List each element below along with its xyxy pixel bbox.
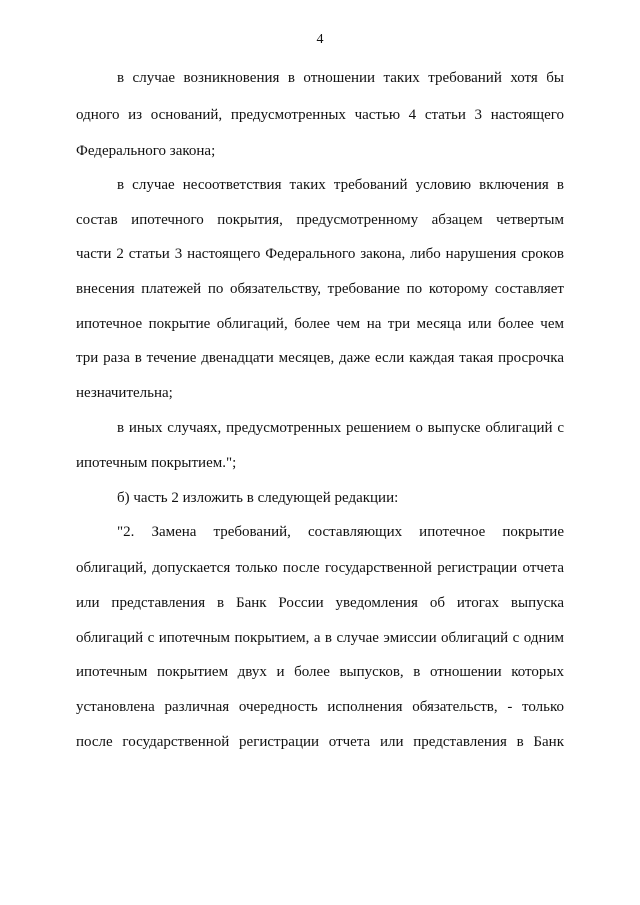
text-line: незначительна; [76,385,173,401]
text-line: части 2 статьи 3 настоящего Федерального закона, либо нарушения сроков [76,246,564,262]
text-line: внесения платежей по обязательству, требование по которому составляет [76,281,564,297]
text-line: в случае возникновения в отношении таких требований хотя бы [117,70,564,86]
text-line: три раза в течение двенадцати месяцев, даже если каждая такая просрочка [76,350,564,366]
text-line: ипотечным покрытием двух и более выпусков, в отношении которых [76,664,564,680]
text-line: после государственной регистрации отчета или представления в Банк [76,734,564,750]
text-line: "2. Замена требований, составляющих ипотечное покрытие [117,524,564,540]
page-number: 4 [316,32,324,47]
text-line: или представления в Банк России уведомления об итогах выпуска [76,595,564,611]
text-line: установлена различная очередность исполнения обязательств, - только [76,699,564,715]
text-line: ипотечное покрытие облигаций, более чем на три месяца или более чем [76,316,564,332]
text-line: одного из оснований, предусмотренных частью 4 статьи 3 настоящего [76,107,564,123]
text-line: ипотечным покрытием."; [76,455,237,471]
text-line: облигаций, допускается только после государственной регистрации отчета [76,560,564,576]
text-line: Федерального закона; [76,143,216,159]
text-line: б) часть 2 изложить в следующей редакции: [117,490,399,506]
text-line: в иных случаях, предусмотренных решением о выпуске облигаций с [117,420,564,436]
text-line: состав ипотечного покрытия, предусмотренному абзацем четвертым [76,212,564,228]
text-line: в случае несоответствия таких требований условию включения в [117,177,564,193]
text-line: облигаций с ипотечным покрытием, а в случае эмиссии облигаций с одним [76,630,564,646]
